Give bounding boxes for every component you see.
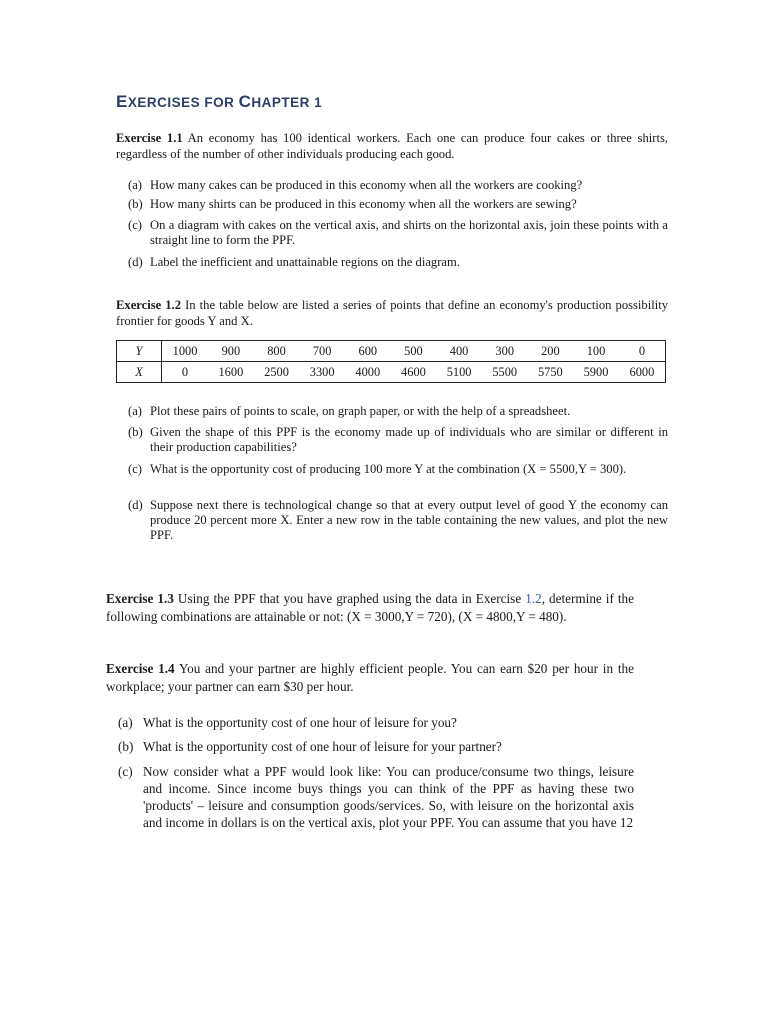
exercise-text: You and your partner are highly efficient people. You can earn $20 per hour in the workplace; your partner can earn $30 per hour. [106,661,634,694]
ppf-table [116,340,666,383]
exercise-1-3 [106,590,634,626]
list-item: (c) Now consider what a PPF would look like: You can produce/consume two things, leisure and income. Since income buys things you can think of the PPF as having these two 'products' – leisure and consumption goods/services. So, with leisure on the horizontal axis and income in dollars is on the vertical axis, plot your PPF. You can assume that you have 12 [118,764,634,830]
row-header-y: Y [117,341,162,362]
exercise-label: Exercise 1.1 [116,131,183,145]
exercise-1-2-intro [116,297,668,329]
exercise-1-2-link[interactable]: 1.2 [525,591,542,606]
exercise-label: Exercise 1.4 [106,661,175,676]
chapter-exercises-heading: EXERCISES FOR CHAPTER 1 [116,92,323,111]
table-row: X 0 1600 2500 3300 4000 4600 5100 5500 5750 5900 6000 [117,362,666,383]
list-item: (b) Given the shape of this PPF is the economy made up of individuals who are similar or different in their production capabilities? [128,425,668,454]
exercise-1-4-intro [106,660,634,696]
list-item: (c) On a diagram with cakes on the vertical axis, and shirts on the horizontal axis, join these points with a straight line to form the PPF. [128,218,668,247]
list-item: (c) What is the opportunity cost of producing 100 more Y at the combination (X = 5500,Y = 300). [128,462,627,476]
exercise-text: Using the PPF that you have graphed using the data in Exercise [173,591,526,606]
list-item: (b) How many shirts can be produced in this economy when all the workers are sewing? [128,197,577,211]
exercise-text: In the table below are listed a series of points that define an economy's production possibility frontier for goods Y and X. [116,298,669,328]
exercise-text-cont: , determine if the following combinations are attainable or not: (X = 3000,Y = 720), (X = 4800,Y = 480). [106,591,634,624]
list-item: (a) How many cakes can be produced in this economy when all the workers are cooking? [128,178,583,192]
exercise-label: Exercise 1.2 [116,298,182,312]
list-item: (b) What is the opportunity cost of one hour of leisure for your partner? [118,739,502,754]
list-item: (d) Suppose next there is technological change so that at every output level of good Y the economy can produce 20 percent more X. Enter a new row in the table containing the new values, and plot the new PPF. [128,498,668,542]
list-item: (a) Plot these pairs of points to scale, on graph paper, or with the help of a spreadsheet. [128,404,571,418]
exercise-label: Exercise 1.3 [106,591,174,606]
list-item: (d) Label the inefficient and unattainable regions on the diagram. [128,255,460,269]
exercise-text: An economy has 100 identical workers. Each one can produce four cakes or three shirts, regardless of the number of other individuals producing each good. [116,131,668,161]
exercise-1-1-intro [116,130,668,162]
list-item: (a) What is the opportunity cost of one hour of leisure for you? [118,715,457,730]
table-row: Y 1000 900 800 700 600 500 400 300 200 100 0 [117,341,666,362]
row-header-x: X [117,362,162,383]
